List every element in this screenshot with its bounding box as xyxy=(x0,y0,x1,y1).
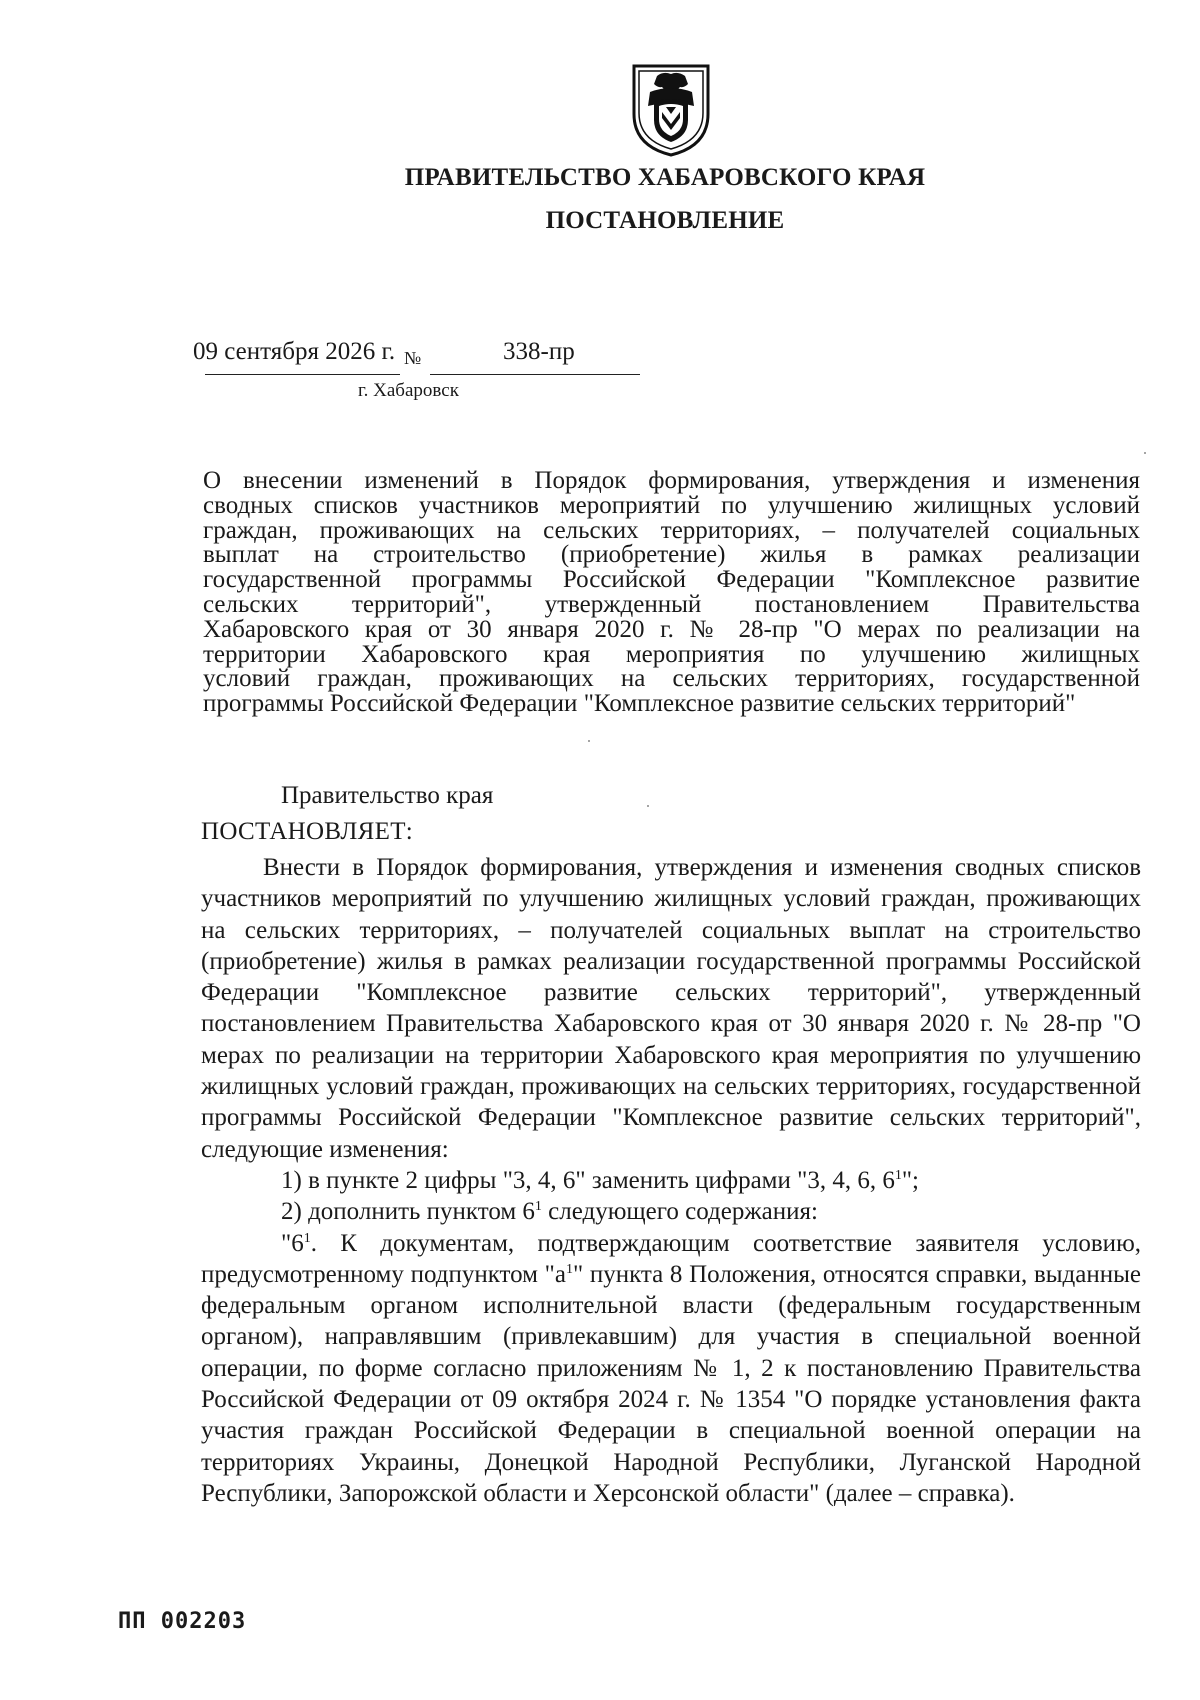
document-date: 09 сентября 2026 г. xyxy=(193,338,396,365)
preamble-verb: ПОСТАНОВЛЯЕТ: xyxy=(201,818,414,845)
document-type: ПОСТАНОВЛЕНИЕ xyxy=(545,207,785,234)
government-title: ПРАВИТЕЛЬСТВО ХАБАРОВСКОГО КРАЯ xyxy=(404,164,926,191)
document-body xyxy=(201,852,1141,1509)
document-subject xyxy=(203,469,1140,717)
subject-line: граждан, проживающих на сельских территориях, – получателей социальных xyxy=(203,516,1140,544)
item1-end: "; xyxy=(901,1166,919,1194)
date-underline xyxy=(205,374,400,375)
item1-text: 1) в пункте 2 цифры "3, 4, 6" заменить цифрами "3, 4, 6, 6 xyxy=(281,1166,895,1194)
amendment-item-1 xyxy=(201,1165,1141,1196)
document-number: 338-пр xyxy=(503,338,575,365)
coat-of-arms-icon xyxy=(630,62,712,158)
item2-end: следующего содержания: xyxy=(541,1198,818,1226)
number-sign: № xyxy=(404,348,422,368)
subject-line: государственной программы Российской Федерации "Комплексное развитие xyxy=(203,566,1140,594)
subject-line: О внесении изменений в Порядок формирования, утверждения и изменения xyxy=(203,467,1140,494)
subject-line: сельских территорий", утвержденный постановлением Правительства xyxy=(203,590,1140,618)
intro-paragraph: Внести в Порядок формирования, утверждения и изменения сводных списков участников мероприятий по улучшению жилищных условий граждан, проживающих на сельских территориях, – получателей социальных выплат на строительство (приобретение) жилья в рамках реализации государственной программы Российской Федерации "Комплексное развитие сельских территорий", утвержденный постановлением Правительства Хабаровского края от 30 января 2020 г. № 28-пр "О мерах по реализации на территории Хабаровского края мероприятия по улучшению жилищных условий граждан, проживающих на сельских территориях, государственной программы Российской Федерации "Комплексное развитие сельских территорий", следующие изменения: xyxy=(201,854,1141,1163)
subject-line: выплат на строительство (приобретение) жилья в рамках реализации xyxy=(203,541,1140,569)
subject-line: программы Российской Федерации "Комплексное развитие сельских территорий" xyxy=(203,690,1076,718)
item2-text: 2) дополнить пунктом 6 xyxy=(281,1198,535,1226)
clause-start: "6 xyxy=(281,1229,304,1257)
clause-superscript: 1 xyxy=(303,1230,311,1246)
subject-line: территории Хабаровского края мероприятия по улучшению жилищных xyxy=(203,640,1140,668)
footer-serial-code: ПП 002203 xyxy=(118,1609,247,1634)
number-underline xyxy=(430,374,640,375)
subject-line: сводных списков участников мероприятий по улучшению жилищных условий xyxy=(203,491,1140,519)
scan-speck xyxy=(647,805,649,807)
subject-line: Хабаровского края от 30 января 2020 г. № 28-пр "О мерах по реализации на xyxy=(203,615,1140,643)
subject-line: условий граждан, проживающих на сельских территориях, государственной xyxy=(203,665,1140,693)
item1-superscript: 1 xyxy=(894,1167,902,1183)
amendment-item-2 xyxy=(201,1196,1141,1227)
scan-speck xyxy=(1144,452,1146,454)
item2-superscript: 1 xyxy=(534,1199,542,1215)
new-clause-paragraph xyxy=(201,1228,1141,1510)
scan-speck xyxy=(588,740,590,742)
preamble-subject: Правительство края xyxy=(281,782,494,809)
date-number-block xyxy=(193,338,637,401)
clause-text-b: " пункта 8 Положения, относятся справки, выданные федеральным органом исполнительной власти (федеральным государственным органом), направлявшим (привлекавшим) для участия в специальной военной операции, по форме согласно приложениям № 1, 2 к постановлению Правительства Российской Федерации от 09 октября 2024 г. № 1354 "О порядке установления факта участия граждан Российской Федерации в специальной военной операции на территориях Украины, Донецкой Народной Республики, Луганской Народной Республики, Запорожской области и Херсонской области" (далее – справка). xyxy=(201,1260,1142,1507)
clause-superscript-2: 1 xyxy=(565,1261,573,1277)
clause-text-a: . К документам, подтверждающим соответствие заявителя условию, предусмотренному подпунктом "а xyxy=(201,1229,1141,1288)
city: г. Хабаровск xyxy=(358,380,459,401)
